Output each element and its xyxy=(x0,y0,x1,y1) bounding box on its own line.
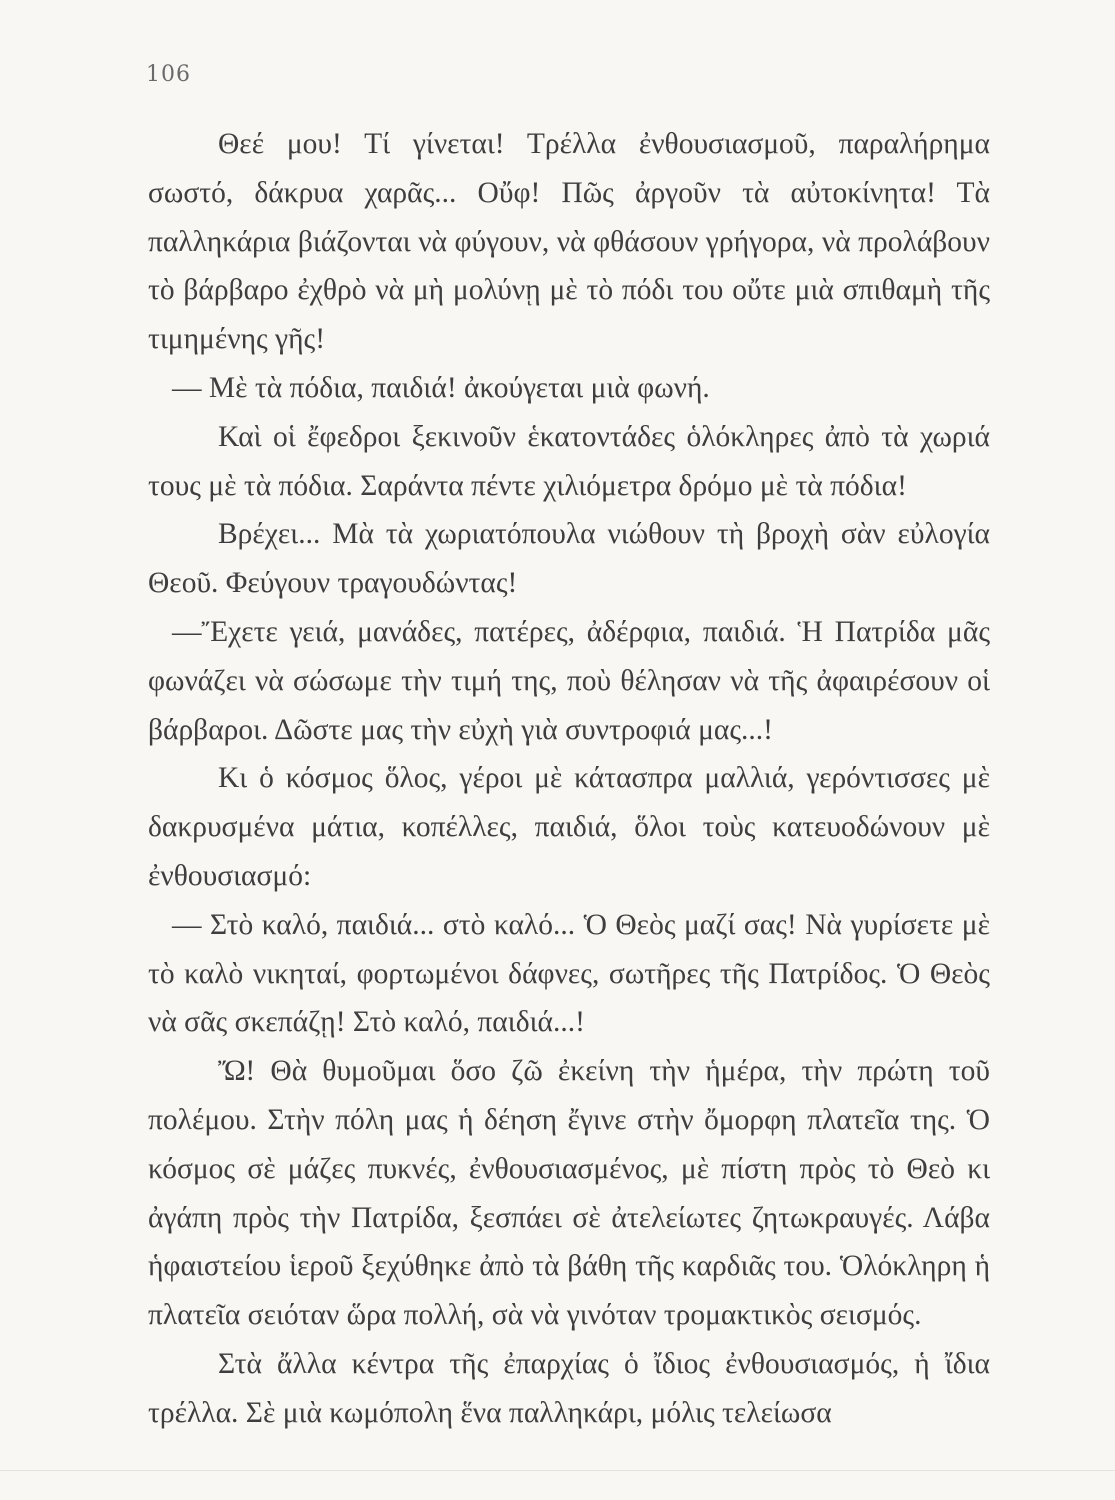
page-number: 106 xyxy=(146,62,191,87)
paragraph-dialogue: — Στὸ καλό, παιδιά... στὸ καλό... Ὁ Θεὸς μαζί σας! Νὰ γυρίσετε μὲ τὸ καλὸ νικηταί, φορτωμένοι δάφνες, σωτῆρες τῆς Πατρίδος. Ὁ Θεὸς νὰ σᾶς σκεπάζῃ! Στὸ καλό, παιδιά...! xyxy=(148,908,990,1039)
body-text xyxy=(148,120,990,1438)
paragraph: Καὶ οἱ ἔφεδροι ξεκινοῦν ἑκατοντάδες ὁλόκληρες ἀπὸ τὰ χωριά τους μὲ τὰ πόδια. Σαράντα πέντε χιλιόμετρα δρόμο μὲ τὰ πόδια! xyxy=(148,420,990,502)
paragraph-dialogue: — Μὲ τὰ πόδια, παιδιά! ἀκούγεται μιὰ φωνή. xyxy=(172,371,710,404)
paragraph: Ὤ! Θὰ θυμοῦμαι ὅσο ζῶ ἐκείνη τὴν ἡμέρα, τὴν πρώτη τοῦ πολέμου. Στὴν πόλη μας ἡ δέηση ἔγινε στὴν ὄμορφη πλατεῖα της. Ὁ κόσμος σὲ μάζες πυκνές, ἐνθουσιασμένος, μὲ πίστη πρὸς τὸ Θεὸ κι ἀγάπη πρὸς τὴν Πατρίδα, ξεσπάει σὲ ἀτελείωτες ζητωκραυγές. Λάβα ἡφαιστείου ἱεροῦ ξεχύθηκε ἀπὸ τὰ βάθη τῆς καρδιᾶς του. Ὁλόκληρη ἡ πλατεῖα σειόταν ὥρα πολλή, σὰ νὰ γινόταν τρομακτικὸς σεισμός. xyxy=(148,1055,990,1332)
paragraph: Θεέ μου! Τί γίνεται! Τρέλλα ἐνθουσιασμοῦ, παραλήρημα σωστό, δάκρυα χαρᾶς... Οὔφ! Πῶς ἀργοῦν τὰ αὐτοκίνητα! Τὰ παλληκάρια βιάζονται νὰ φύγουν, νὰ φθάσουν γρήγορα, νὰ προλάβουν τὸ βάρβαρο ἐχθρὸ νὰ μὴ μολύνῃ μὲ τὸ πόδι του οὔτε μιὰ σπιθαμὴ τῆς τιμημένης γῆς! xyxy=(148,128,990,356)
paragraph-dialogue: —Ἔχετε γειά, μανάδες, πατέρες, ἀδέρφια, παιδιά. Ἡ Πατρίδα μᾶς φωνάζει νὰ σώσωμε τὴν τιμή της, ποὺ θέλησαν νὰ τῆς ἀφαιρέσουν οἱ βάρβαροι. Δῶστε μας τὴν εὐχὴ γιὰ συντροφιά μας...! xyxy=(148,615,990,746)
scan-edge-line xyxy=(0,1470,1115,1471)
paragraph: Κι ὁ κόσμος ὅλος, γέροι μὲ κάτασπρα μαλλιά, γερόντισσες μὲ δακρυσμένα μάτια, κοπέλλες, παιδιά, ὅλοι τοὺς κατευοδώνουν μὲ ἐνθουσιασμό: xyxy=(148,762,990,892)
paragraph: Βρέχει... Μὰ τὰ χωριατόπουλα νιώθουν τὴ βροχὴ σὰν εὐλογία Θεοῦ. Φεύγουν τραγουδώντας! xyxy=(148,518,990,600)
paragraph: Στὰ ἄλλα κέντρα τῆς ἐπαρχίας ὁ ἴδιος ἐνθουσιασμός, ἡ ἴδια τρέλλα. Σὲ μιὰ κωμόπολη ἕνα παλληκάρι, μόλις τελείωσα xyxy=(148,1347,990,1429)
